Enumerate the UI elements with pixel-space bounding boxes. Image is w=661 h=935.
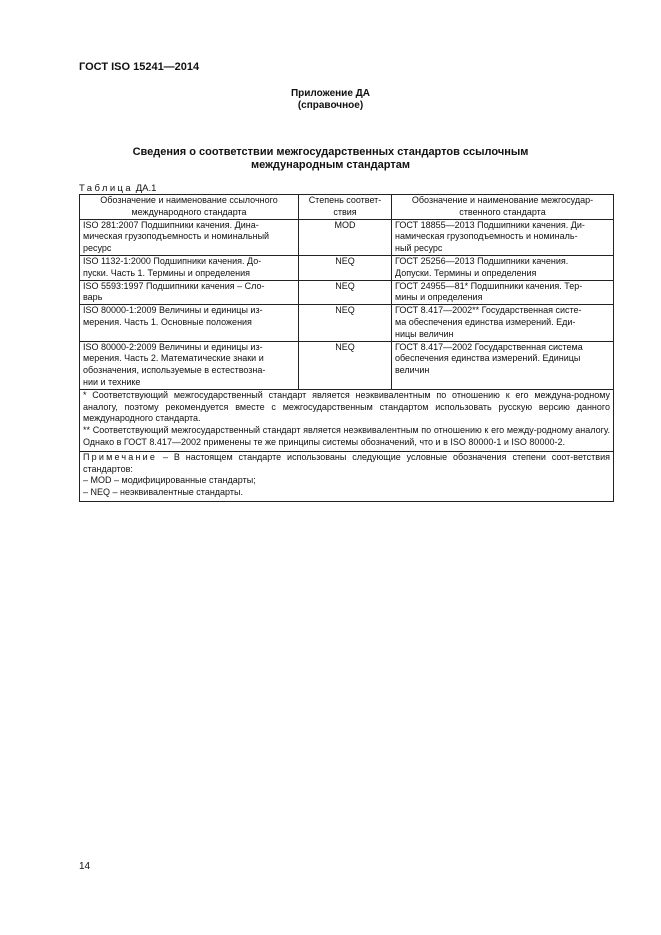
cell-line: ГОСТ 25256—2013 Подшипники качения. (395, 255, 569, 266)
cell-line: ма обеспечения единства измерений. Еди- (395, 316, 576, 327)
cell-line: ный ресурс (395, 243, 443, 254)
cell-line: ISO 80000-1:2009 Величины и единицы из- (83, 305, 263, 316)
cell-line: ГОСТ 24955—81* Подшипники качения. Тер- (395, 280, 583, 291)
cell-line: обеспечения единства измерений. Единицы (395, 353, 581, 364)
standards-correspondence-table (79, 194, 614, 502)
national-standard-cell (392, 305, 614, 341)
appendix-title: Приложение ДА (290, 88, 371, 99)
header-line: ственного стандарта (459, 206, 546, 217)
footnotes-cell (80, 389, 614, 451)
footnote: ** Соответствующий межгосударственный стандарт является неэквивалентным по отношению к его между-родному аналогу. Однако в ГОСТ 8.417—2002 применены те же принципы системы обозначений, что и в ISO 80000-1 и ISO 80000-2. (83, 425, 610, 447)
cell-line: мическая грузоподъемность и номинальный (83, 231, 270, 242)
intl-standard-cell (80, 255, 299, 280)
cell-line: величин (395, 365, 430, 376)
header-international-standard (80, 195, 299, 220)
cell-line: ницы величин (395, 328, 454, 339)
national-standard-cell (392, 280, 614, 305)
cell-line: нии и технике (83, 376, 141, 387)
note-text: – В настоящем стандарте использованы следующие условные обозначения степени соот-ветствия стандартов: (83, 451, 610, 474)
intl-standard-cell (80, 305, 299, 341)
intl-standard-cell (80, 219, 299, 255)
degree-cell: NEQ (299, 255, 392, 280)
national-standard-cell (392, 255, 614, 280)
cell-line: ISO 1132-1:2000 Подшипники качения. До- (83, 255, 262, 266)
cell-line: намическая грузоподъемность и номиналь- (395, 231, 578, 242)
header-national-standard (392, 195, 614, 220)
table-caption-number: ДА.1 (135, 183, 157, 194)
cell-line: ISO 5593:1997 Подшипники качения – Сло- (83, 280, 265, 291)
degree-cell: NEQ (299, 305, 392, 341)
appendix-subtitle: (справочное) (297, 100, 364, 111)
table-row (80, 280, 614, 305)
footnote: * Соответствующий межгосударственный стандарт является неэквивалентным по отношению к его междуна-родному аналогу, поэтому рекомендуется вместе с межгосударственным стандартом использовать русскую версию данного международного стандарта. (83, 389, 610, 424)
cell-line: ресурс (83, 243, 112, 254)
header-line: международного стандарта (131, 206, 247, 217)
note-paragraph (83, 452, 610, 476)
table-row (80, 341, 614, 389)
section-title-line: международным стандартам (251, 158, 410, 171)
cell-line: ГОСТ 8.417—2002 Государственная система (395, 341, 583, 352)
table-row (80, 305, 614, 341)
table-row (80, 255, 614, 280)
national-standard-cell (392, 341, 614, 389)
cell-line: мерения. Часть 2. Математические знаки и (83, 353, 264, 364)
intl-standard-cell (80, 341, 299, 389)
degree-cell: NEQ (299, 280, 392, 305)
cell-line: варь (83, 292, 103, 303)
header-line: ствия (333, 206, 357, 217)
note-cell (80, 451, 614, 501)
cell-line: Допуски. Термины и определения (395, 267, 537, 278)
note-row (80, 451, 614, 501)
table-header-row (80, 195, 614, 220)
header-line: Степень соответ- (308, 195, 382, 205)
table-caption (79, 183, 156, 194)
degree-cell: MOD (299, 219, 392, 255)
table-row (80, 219, 614, 255)
note-item: – MOD – модифицированные стандарты; (83, 475, 256, 486)
note-item: – NEQ – неэквивалентные стандарты. (83, 487, 243, 498)
header-line: Обозначение и наименование межгосудар- (411, 195, 594, 205)
cell-line: ГОСТ 8.417—2002** Государственная систе- (395, 305, 582, 316)
section-title (0, 146, 661, 171)
cell-line: ГОСТ 18855—2013 Подшипники качения. Ди- (395, 219, 585, 230)
header-degree (299, 195, 392, 220)
cell-line: мерения. Часть 1. Основные положения (83, 316, 252, 327)
document-code-header: ГОСТ ISO 15241—2014 (79, 61, 200, 73)
section-title-line: Сведения о соответствии межгосударственных стандартов ссылочным (132, 146, 529, 158)
note-label: Примечание (83, 451, 158, 462)
cell-line: ISO 80000-2:2009 Величины и единицы из- (83, 341, 263, 352)
degree-cell: NEQ (299, 341, 392, 389)
intl-standard-cell (80, 280, 299, 305)
cell-line: пуски. Часть 1. Термины и определения (83, 267, 251, 278)
cell-line: мины и определения (395, 292, 483, 303)
page-number: 14 (79, 861, 91, 872)
national-standard-cell (392, 219, 614, 255)
table-caption-word: Таблица (79, 183, 134, 194)
header-line: Обозначение и наименование ссылочного (100, 195, 278, 205)
cell-line: обозначения, используемые в естествозна- (83, 365, 266, 376)
footnotes-row (80, 389, 614, 451)
cell-line: ISO 281:2007 Подшипники качения. Дина- (83, 219, 259, 230)
